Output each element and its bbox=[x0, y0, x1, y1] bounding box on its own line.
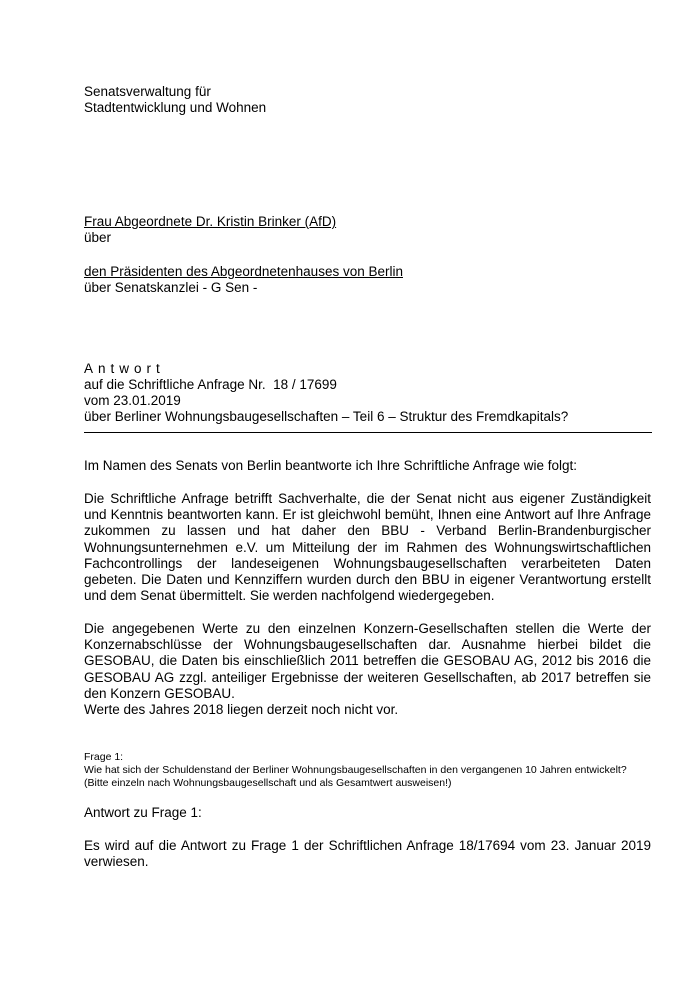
sender-line-1: Senatsverwaltung für bbox=[84, 84, 211, 99]
sender-block bbox=[84, 84, 266, 116]
president-block bbox=[84, 264, 403, 296]
reply-title: Antwort bbox=[84, 361, 165, 376]
inquiry-date: vom 23.01.2019 bbox=[84, 393, 181, 408]
recipient-via: über bbox=[84, 230, 112, 245]
answer-1-label: Antwort zu Frage 1: bbox=[84, 805, 202, 820]
recipient-name: Frau Abgeordnete Dr. Kristin Brinker (AfD) bbox=[84, 214, 337, 229]
inquiry-number: auf die Schriftliche Anfrage Nr. 18 / 17699 bbox=[84, 377, 337, 392]
recipient-president: den Präsidenten des Abgeordnetenhauses von Berlin bbox=[84, 264, 403, 279]
paragraph-3: Werte des Jahres 2018 liegen derzeit noch nicht vor. bbox=[84, 702, 399, 717]
inquiry-subject: über Berliner Wohnungsbaugesellschaften – Teil 6 – Struktur des Fremdkapitals? bbox=[84, 409, 569, 424]
question-1-label: Frage 1: bbox=[84, 751, 124, 763]
header-divider bbox=[84, 432, 652, 433]
paragraph-2: Die angegebenen Werte zu den einzelnen Konzern-Gesellschaften stellen die Werte der Konzernabschlüsse der Wohnungsbaugesellschaften dar. Ausnahme hierbei bildet die GESOBAU, die Daten bis einschließlich 2011 betreffen die GESOBAU AG, 2012 bis 2016 die GESOBAU AG zzgl. anteiliger Ergebnisse der weiteren Gesellschaften, ab 2017 betreffen sie den Konzern GESOBAU. bbox=[84, 621, 651, 701]
recipient-chancellery: über Senatskanzlei - G Sen - bbox=[84, 280, 258, 295]
reply-header bbox=[84, 361, 568, 425]
paragraph-1: Die Schriftliche Anfrage betrifft Sachverhalte, die der Senat nicht aus eigener Zuständigkeit und Kenntnis beantworten kann. Er ist gleichwohl bemüht, Ihnen eine Antwort auf Ihre Anfrage zukommen zu lassen und hat daher den BBU - Verband Berlin-Brandenburgischer Wohnungsunternehmen e.V. um Mitteilung der im Rahmen des Wohnungswirtschaftlichen Fachcontrollings der landeseigenen Wohnungsbaugesellschaften verarbeiteten Daten gebeten. Die Daten und Kennziffern wurden durch den BBU in eigener Verantwortung erstellt und dem Senat übermittelt. Sie werden nachfolgend wiedergegeben. bbox=[84, 491, 651, 604]
question-1-text: Wie hat sich der Schuldenstand der Berliner Wohnungsbaugesellschaften in den vergangenen 10 Jahren entwickelt? (Bitte einzeln nach Wohnungsbaugesellschaft und als Gesamtwert ausweisen!) bbox=[84, 764, 627, 789]
intro-paragraph: Im Namen des Senats von Berlin beantworte ich Ihre Schriftliche Anfrage wie folgt: bbox=[84, 458, 578, 473]
recipient-block bbox=[84, 214, 336, 246]
sender-line-2: Stadtentwicklung und Wohnen bbox=[84, 100, 267, 115]
answer-1-text: Es wird auf die Antwort zu Frage 1 der Schriftlichen Anfrage 18/17694 vom 23. Januar 2019 verwiesen. bbox=[84, 838, 651, 870]
